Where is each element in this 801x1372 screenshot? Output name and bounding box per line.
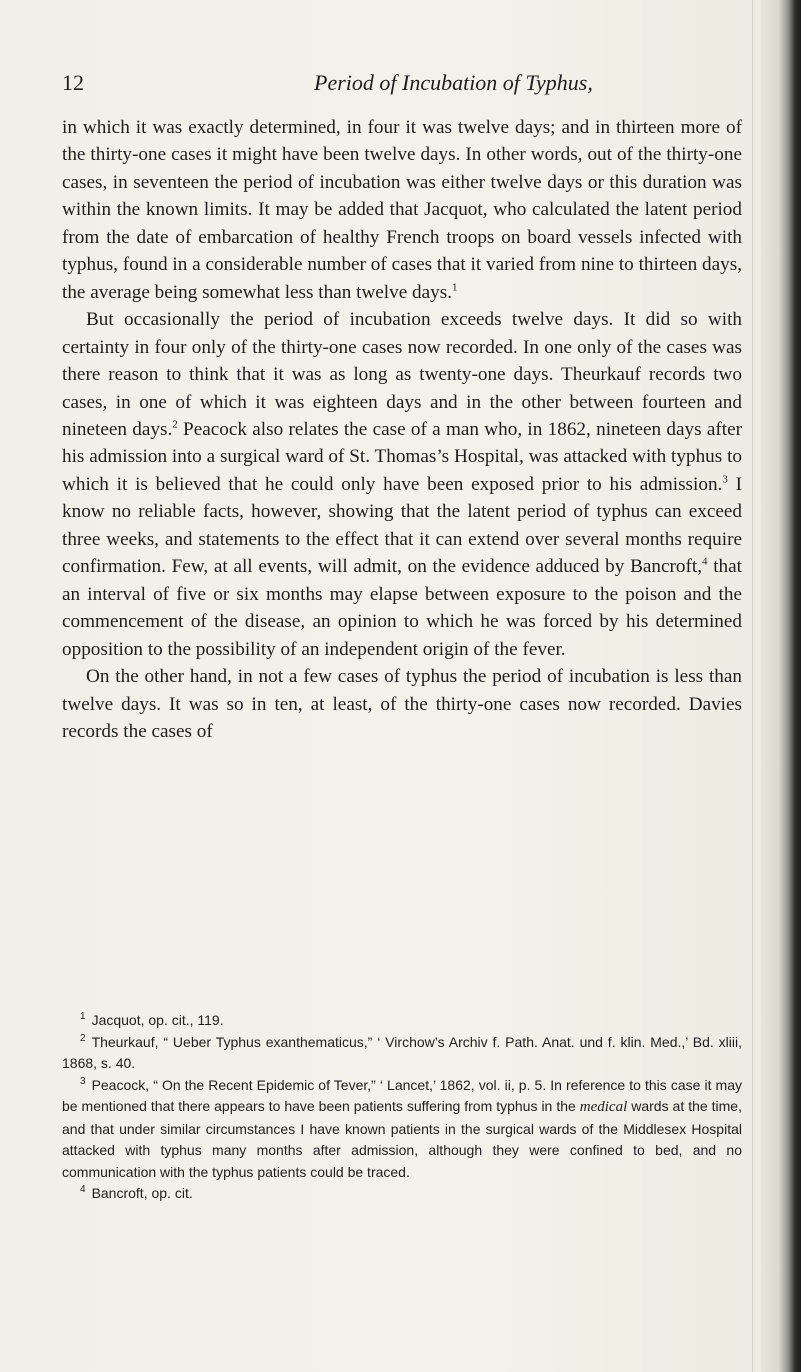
emphasis-medical: medical	[579, 1099, 628, 1115]
running-title: Period of Incubation of Typhus,	[314, 70, 593, 95]
page-gutter-line	[752, 0, 753, 1372]
footnote-ref-3: 3	[722, 473, 728, 486]
body-text	[62, 114, 742, 745]
binding-edge	[761, 0, 801, 1372]
page-number: 12	[62, 70, 84, 95]
footnote-2: $^2$ Theurkauf, “ Ueber Typhus exanthematicus,” ‘ Virchow’s Archiv f. Path. Anat. und f. klin. Med.,’ Bd. xliii, 1868, s. 40.	[62, 1032, 742, 1071]
paragraph-3: On the other hand, in not a few cases of typhus the period of incubation is less than twelve days. It was so in ten, at least, of the thirty-one cases now recorded. Davies records the cases of	[62, 666, 742, 742]
footnote-1: $^1$ Jacquot, op. cit., 119.	[80, 1011, 224, 1028]
footnote-mark: 4	[80, 1184, 86, 1196]
footnote-mark: 1	[80, 1011, 86, 1023]
footnote-3: $^3$ Peacock, “ On the Recent Epidemic of Tever,” ‘ Lancet,’ 1862, vol. ii, p. 5. In reference to this case it may be mentioned that there appears to have been patients suffering from typhus in the medical wards at the time, and that under similar circumstances I have known patients in the surgical wards of the Middlesex Hospital attacked with typhus many months after admission, although they were confined to bed, and no communication with the typhus patients could be traced.	[62, 1075, 742, 1180]
footnote-ref-1: 1	[452, 281, 458, 294]
footnote-mark: 2	[80, 1032, 86, 1044]
footnote-ref-4: 4	[702, 555, 708, 568]
paragraph-2: But occasionally the period of incubation exceeds twelve days. It did so with certainty in four only of the thirty-one cases now recorded. In one only of the cases was there reason to think that it was as long as twenty-one days. Theurkauf records two cases, in one of which it was eighteen days and in the other between fourteen and nineteen days.$^2$ Peacock also relates the case of a man who, in 1862, nineteen days after his admission into a surgical ward of St. Thomas’s Hospital, was attacked with typhus to which it is believed that he could only have been exposed prior to his admission.$^3$ I know no reliable facts, however, showing that the latent period of typhus can exceed three weeks, and statements to the effect that it can extend over several months require confirmation. Few, at all events, will admit, on the evidence adduced by Bancroft,$^4$ that an interval of five or six months may elapse between exposure to the poison and the commencement of the disease, an opinion to which he was forced by his determined opposition to the possibility of an independent origin of the fever.	[62, 309, 743, 660]
footnotes	[62, 1010, 742, 1205]
page-header	[62, 70, 742, 104]
paragraph-1: in which it was exactly determined, in four it was twelve days; and in thirteen more of the thirty-one cases it might have been twelve days. In other words, out of the thirty-one cases, in seventeen the period of incubation was either twelve days or this duration was within the known limits. It may be added that Jacquot, who calculated the latent period from the date of embarcation of healthy French troops on board vessels infected with typhus, found in a considerable number of cases that it varied from nine to thirteen days, the average being somewhat less than twelve days.$^1$	[62, 117, 742, 303]
footnote-ref-2: 2	[172, 418, 178, 431]
footnote-mark: 3	[80, 1075, 86, 1087]
footnote-4: $^4$ Bancroft, op. cit.	[80, 1184, 193, 1201]
